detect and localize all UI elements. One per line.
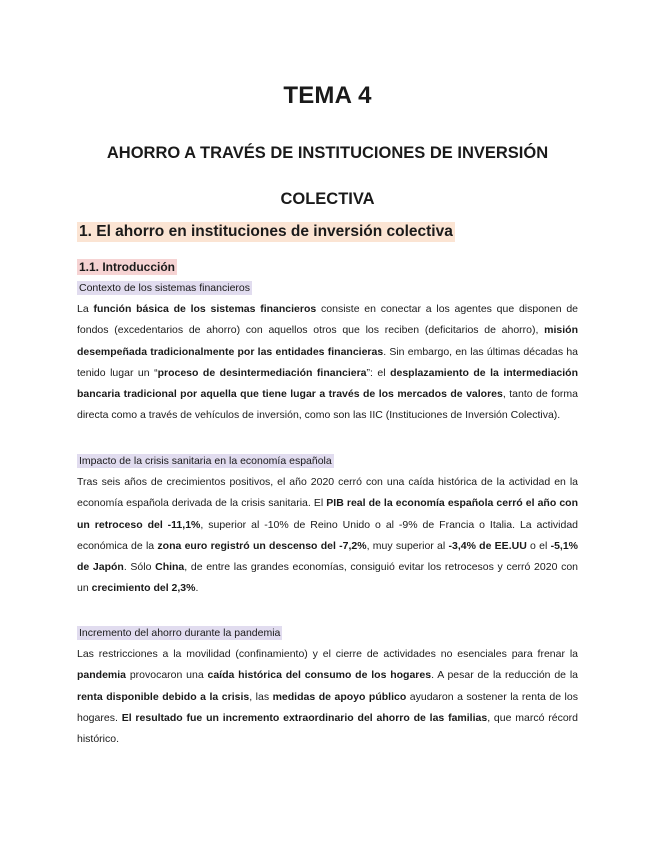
- text-run: ”: el: [366, 366, 391, 379]
- bold-run: misión desempeñada tradicionalmente por las entidades financieras: [77, 324, 578, 358]
- block-heading-context: Contexto de los sistemas financieros: [79, 282, 250, 294]
- paragraph-context: [77, 299, 578, 427]
- block-heading-savings-increase: Incremento del ahorro durante la pandemia: [79, 627, 281, 639]
- text-run: Las restricciones a la movilidad (confinamiento) y el cierre de actividades no esenciales para frenar la: [77, 648, 578, 660]
- bold-run: desplazamiento de la intermediación bancaria tradicional por aquella que tiene lugar a través de los mercados de valores: [77, 366, 579, 401]
- text-run: .: [195, 582, 199, 595]
- text-run: , las: [249, 690, 273, 703]
- section-heading-1: 1. El ahorro en instituciones de inversión colectiva: [79, 223, 453, 240]
- paragraph-savings-increase: [77, 644, 578, 750]
- bold-run: El resultado fue un incremento extraordinario del ahorro de las familias: [121, 711, 488, 724]
- subtitle-line-1: AHORRO A TRAVÉS DE INSTITUCIONES DE INVERSIÓN: [106, 144, 549, 162]
- subsection-heading-1-1: 1.1. Introducción: [79, 260, 176, 274]
- text-run: consiste en conectar a los agentes que disponen de fondos (excedentarios de ahorro) con aquellos otros que los reciben (deficitarios de ahorro),: [77, 303, 579, 337]
- bold-run: función básica de los sistemas financieros: [93, 303, 317, 315]
- bold-run: pandemia: [77, 669, 127, 682]
- bold-run: PIB real de la economía española cerró el año con un retroceso del -11,1%: [77, 497, 578, 531]
- bold-run: caída histórica del consumo de los hogares: [207, 669, 432, 682]
- bold-run: renta disponible debido a la crisis: [77, 690, 250, 703]
- bold-run: zona euro registró un descenso del -7,2%: [157, 539, 367, 552]
- bold-run: crecimiento del 2,3%: [91, 582, 196, 595]
- text-run: o el: [526, 539, 551, 552]
- document-title: TEMA 4: [283, 82, 372, 109]
- paragraph-crisis-impact: [77, 472, 578, 600]
- subtitle-line-2: COLECTIVA: [280, 190, 375, 208]
- text-run: . A pesar de la reducción de la: [431, 669, 578, 682]
- document-subtitle: [60, 130, 595, 222]
- text-run: , superior al -10% de Reino Unido o al -9% de Francia o Italia. La actividad económica de la: [77, 518, 579, 552]
- bold-run: proceso de desintermediación financiera: [157, 366, 367, 379]
- bold-run: China: [155, 561, 185, 574]
- text-run: provocaron una: [126, 669, 208, 682]
- text-run: ayudaron a sostener la renta de los hogares.: [77, 690, 578, 724]
- text-run: . Sólo: [123, 561, 156, 574]
- text-run: La: [77, 303, 94, 315]
- block-heading-crisis-impact: Impacto de la crisis sanitaria en la economía española: [79, 455, 332, 467]
- bold-run: medidas de apoyo público: [272, 690, 407, 703]
- text-run: , muy superior al: [366, 539, 449, 552]
- text-run: , tanto de forma directa como a través de vehículos de inversión, como son las IIC (Instituciones de Inversión Colectiva).: [77, 388, 578, 422]
- bold-run: -5,1% de Japón: [77, 539, 579, 574]
- text-run: , que marcó récord histórico.: [77, 711, 579, 746]
- text-run: . Sin embargo, en las últimas décadas ha tenido lugar un “: [77, 345, 579, 379]
- text-run: Tras seis años de crecimientos positivos, el año 2020 cerró con una caída histórica de la actividad en la economía española derivada de la crisis sanitaria. El: [77, 476, 578, 510]
- text-run: , de entre las grandes economías, consiguió evitar los retrocesos y cerró 2020 con un: [77, 561, 578, 595]
- bold-run: -3,4% de EE.UU: [448, 539, 527, 552]
